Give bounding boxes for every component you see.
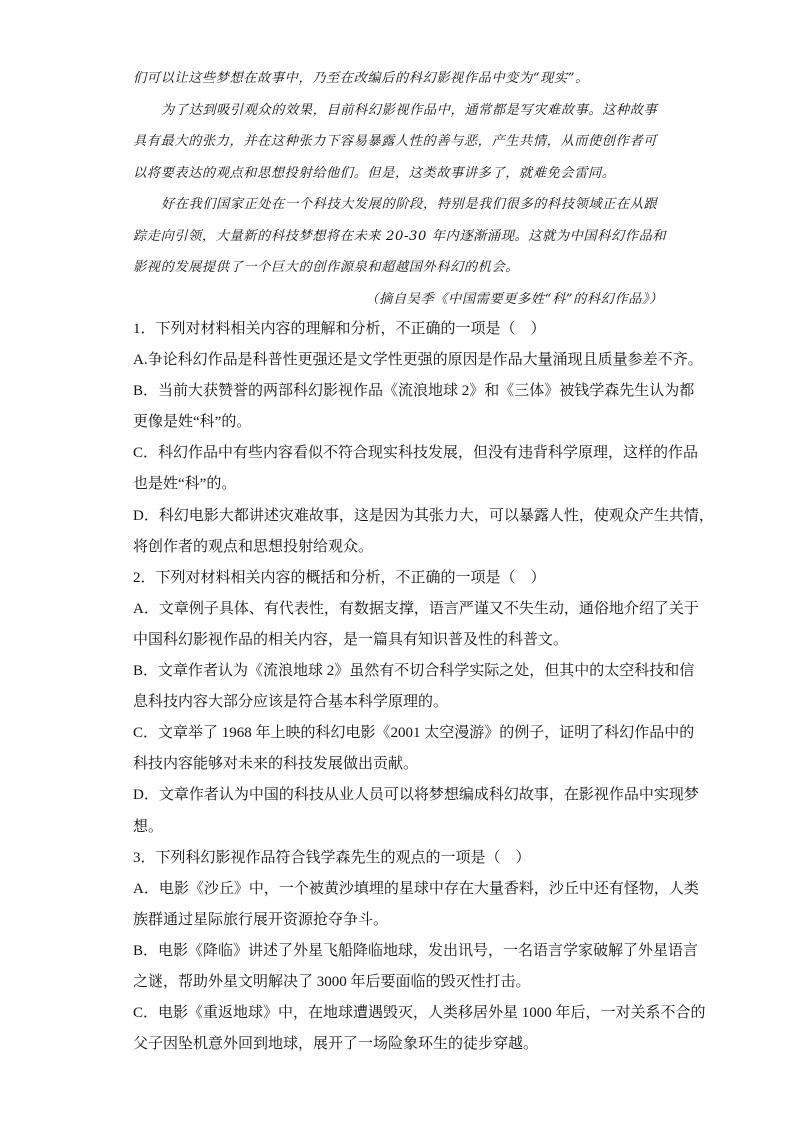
question-1-option-d: D．科幻电影大都讲述灾难故事，这是因为其张力大，可以暴露人性，使观众产生共情， <box>133 507 714 524</box>
question-1-option-b: B．当前大获赞誉的两部科幻影视作品《流浪地球 2》和《三体》被钱学森先生认为都 <box>133 383 695 400</box>
passage-line: 以将要表达的观点和思想投射给他们。但是，这类故事讲多了，就难免会雷同。 <box>133 165 616 181</box>
question-3-stem: 3．下列科幻影视作品符合钱学森先生的观点的一项是（ ） <box>133 849 531 866</box>
question-3-option-a-cont: 族群通过星际旅行展开资源抢夺争斗。 <box>133 911 389 928</box>
question-2-option-a: A．文章例子具体、有代表性，有数据支撑，语言严谨又不失生动，通俗地介绍了关于 <box>133 600 699 617</box>
question-2-option-b: B．文章作者认为《流浪地球 2》虽然有不切合科学实际之处，但其中的太空科技和信 <box>133 663 695 680</box>
passage-source: （摘自吴季《中国需要更多姓“科”的科幻作品》） <box>365 291 663 307</box>
question-3-option-c-cont: 父子因坠机意外回到地球，展开了一场险象环生的徒步穿越。 <box>133 1036 539 1053</box>
question-1-option-d-cont: 将创作者的观点和思想投射给观众。 <box>133 538 374 555</box>
question-2-option-a-cont: 中国科幻影视作品的相关内容，是一篇具有知识普及性的科普文。 <box>133 631 569 648</box>
question-1-stem: 1．下列对材料相关内容的理解和分析，不正确的一项是（ ） <box>133 321 546 337</box>
question-1-option-a: A.争论科幻作品是科普性更强还是文学性更强的原因是作品大量涌现且质量参差不齐。 <box>133 352 703 369</box>
question-1-option-c-cont: 也是姓“科”的。 <box>133 476 237 493</box>
passage-line: 好在我们国家正处在一个科技大发展的阶段，特别是我们很多的科技领域正在从跟 <box>161 197 658 212</box>
reading-passage <box>133 63 667 315</box>
question-3-option-b: B．电影《降临》讲述了外星飞船降临地球，发出讯号，一名语言学家破解了外星语言 <box>133 942 699 959</box>
question-1-option-b-cont: 更像是姓“科”的。 <box>133 414 252 431</box>
passage-line: 们可以让这些梦想在故事中，乃至在改编后的科幻影视作品中变为“现实”。 <box>133 71 589 86</box>
question-1-option-c: C．科幻作品中有些内容看似不符合现实科技发展，但没有违背科学原理，这样的作品 <box>133 445 699 462</box>
question-list <box>133 314 714 1060</box>
question-3-option-a: A．电影《沙丘》中，一个被黄沙填埋的星球中存在大量香料，沙丘中还有怪物，人类 <box>133 880 699 897</box>
passage-line: 具有最大的张力，并在这种张力下容易暴露人性的善与恶，产生共情，从而使创作者可 <box>133 134 657 149</box>
question-3-option-b-cont: 之谜，帮助外星文明解决了 3000 年后要面临的毁灭性打击。 <box>133 973 531 990</box>
question-2-option-c-cont: 科技内容能够对未来的科技发展做出贡献。 <box>133 756 419 773</box>
passage-line: 为了达到吸引观众的效果，目前科幻影视作品中，通常都是写灾难故事。这种故事 <box>161 102 658 118</box>
passage-line: 踪走向引领，大量新的科技梦想将在未来 20-30 年内逐渐涌现。这就为中国科幻作品和 <box>133 228 667 244</box>
question-2-option-d: D．文章作者认为中国的科技从业人员可以将梦想编成科幻故事，在影视作品中实现梦 <box>133 787 699 804</box>
question-2-stem: 2．下列对材料相关内容的概括和分析，不正确的一项是（ ） <box>133 569 546 586</box>
question-2-option-c: C．文章举了 1968 年上映的科幻电影《2001 太空漫游》的例子，证明了科幻作品中的 <box>133 725 695 742</box>
passage-line: 影视的发展提供了一个巨大的创作源泉和超越国外科幻的机会。 <box>133 260 520 275</box>
question-3-option-c: C．电影《重返地球》中，在地球遭遇毁灭，人类移居外星 1000 年后，一对关系不合的 <box>133 1005 706 1022</box>
question-2-option-d-cont: 想。 <box>133 818 164 835</box>
question-2-option-b-cont: 息科技内容大部分应该是符合基本科学原理的。 <box>133 694 449 711</box>
